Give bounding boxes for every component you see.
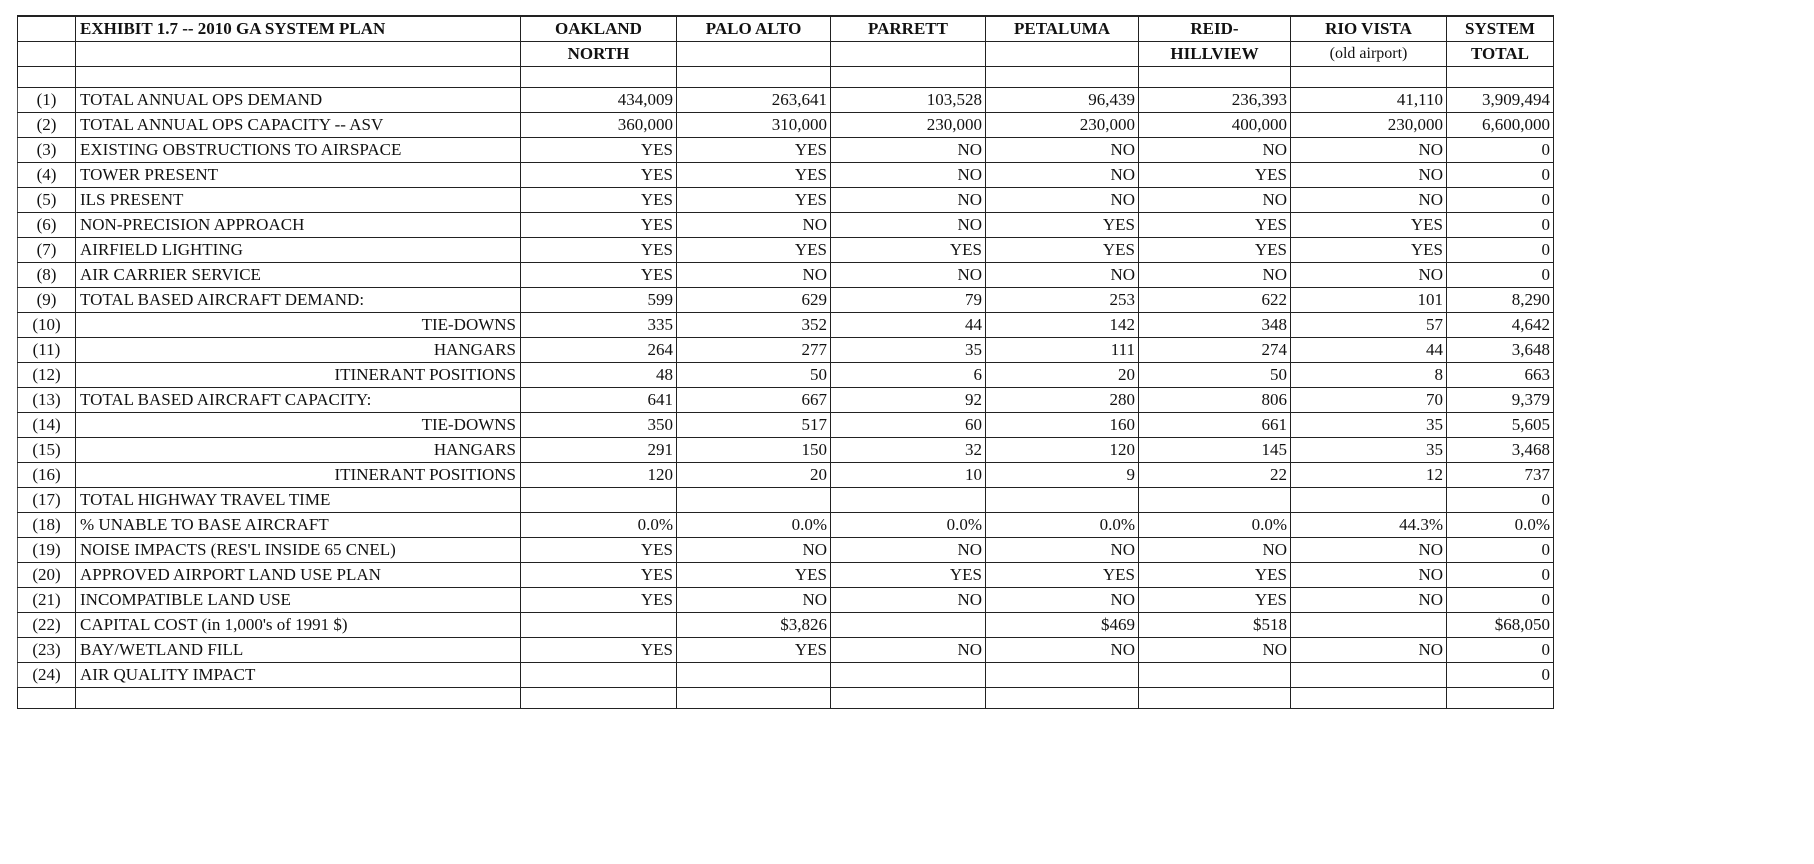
row-label: HANGARS: [76, 438, 521, 463]
value-cell: [831, 613, 986, 638]
value-cell: 629: [677, 288, 831, 313]
row-number: (9): [18, 288, 76, 313]
table-row: [18, 638, 1554, 663]
value-cell: 22: [1139, 463, 1291, 488]
value-cell: NO: [1291, 138, 1447, 163]
table-row: [18, 463, 1554, 488]
column-subheader: TOTAL: [1447, 42, 1554, 67]
column-header: PALO ALTO: [677, 16, 831, 42]
value-cell: YES: [521, 238, 677, 263]
column-subheader: HILLVIEW: [1139, 42, 1291, 67]
row-number: (23): [18, 638, 76, 663]
value-cell: YES: [521, 138, 677, 163]
column-subheader: [831, 42, 986, 67]
value-cell: YES: [521, 588, 677, 613]
value-cell: NO: [831, 588, 986, 613]
value-cell: NO: [677, 538, 831, 563]
value-cell: 434,009: [521, 88, 677, 113]
value-cell: 20: [677, 463, 831, 488]
row-label: % UNABLE TO BASE AIRCRAFT: [76, 513, 521, 538]
column-header: PETALUMA: [986, 16, 1139, 42]
value-cell: [1139, 488, 1291, 513]
empty-cell: [677, 688, 831, 709]
empty-cell: [1291, 67, 1447, 88]
value-cell: YES: [521, 163, 677, 188]
table-row: [18, 313, 1554, 338]
value-cell: [1291, 663, 1447, 688]
blank-row: [18, 67, 1554, 88]
value-cell: 120: [521, 463, 677, 488]
row-number: (11): [18, 338, 76, 363]
row-label: EXISTING OBSTRUCTIONS TO AIRSPACE: [76, 138, 521, 163]
value-cell: NO: [831, 138, 986, 163]
value-cell: YES: [986, 238, 1139, 263]
row-number: (12): [18, 363, 76, 388]
value-cell: YES: [1139, 588, 1291, 613]
value-cell: 230,000: [831, 113, 986, 138]
column-header: OAKLAND: [521, 16, 677, 42]
value-cell: YES: [1139, 213, 1291, 238]
row-label: NON-PRECISION APPROACH: [76, 213, 521, 238]
value-cell: NO: [1291, 163, 1447, 188]
value-cell: 277: [677, 338, 831, 363]
header-num-cell: [18, 42, 76, 67]
row-label: TOTAL ANNUAL OPS CAPACITY -- ASV: [76, 113, 521, 138]
value-cell: YES: [521, 638, 677, 663]
empty-cell: [986, 688, 1139, 709]
value-cell: 0: [1447, 238, 1554, 263]
value-cell: YES: [1139, 238, 1291, 263]
empty-cell: [1447, 688, 1554, 709]
value-cell: NO: [1139, 538, 1291, 563]
value-cell: 737: [1447, 463, 1554, 488]
value-cell: 274: [1139, 338, 1291, 363]
table-row: [18, 188, 1554, 213]
row-number: (19): [18, 538, 76, 563]
empty-cell: [986, 67, 1139, 88]
table-row: [18, 88, 1554, 113]
table-row: [18, 388, 1554, 413]
value-cell: 280: [986, 388, 1139, 413]
value-cell: [677, 488, 831, 513]
value-cell: YES: [1291, 238, 1447, 263]
column-header: REID-: [1139, 16, 1291, 42]
value-cell: NO: [831, 188, 986, 213]
row-number: (24): [18, 663, 76, 688]
value-cell: 253: [986, 288, 1139, 313]
table-row: [18, 263, 1554, 288]
value-cell: 230,000: [1291, 113, 1447, 138]
value-cell: 348: [1139, 313, 1291, 338]
value-cell: 8,290: [1447, 288, 1554, 313]
value-cell: YES: [677, 238, 831, 263]
row-number: (6): [18, 213, 76, 238]
header-label-cell: [76, 42, 521, 67]
value-cell: NO: [1139, 263, 1291, 288]
row-number: (22): [18, 613, 76, 638]
value-cell: 0: [1447, 563, 1554, 588]
value-cell: [986, 488, 1139, 513]
blank-row: [18, 688, 1554, 709]
row-label: TOWER PRESENT: [76, 163, 521, 188]
table-row: [18, 613, 1554, 638]
value-cell: $3,826: [677, 613, 831, 638]
row-label: HANGARS: [76, 338, 521, 363]
value-cell: 0.0%: [521, 513, 677, 538]
row-number: (15): [18, 438, 76, 463]
row-label: AIRFIELD LIGHTING: [76, 238, 521, 263]
value-cell: NO: [986, 263, 1139, 288]
empty-cell: [76, 688, 521, 709]
row-number: (5): [18, 188, 76, 213]
value-cell: $518: [1139, 613, 1291, 638]
value-cell: NO: [677, 263, 831, 288]
row-number: (13): [18, 388, 76, 413]
value-cell: 35: [831, 338, 986, 363]
value-cell: 8: [1291, 363, 1447, 388]
value-cell: 663: [1447, 363, 1554, 388]
row-number: (1): [18, 88, 76, 113]
value-cell: [521, 613, 677, 638]
row-number: (20): [18, 563, 76, 588]
value-cell: 44.3%: [1291, 513, 1447, 538]
value-cell: 3,909,494: [1447, 88, 1554, 113]
table-row: [18, 663, 1554, 688]
value-cell: 150: [677, 438, 831, 463]
value-cell: 0: [1447, 188, 1554, 213]
value-cell: 350: [521, 413, 677, 438]
row-label: APPROVED AIRPORT LAND USE PLAN: [76, 563, 521, 588]
value-cell: 3,648: [1447, 338, 1554, 363]
value-cell: NO: [986, 138, 1139, 163]
value-cell: 641: [521, 388, 677, 413]
value-cell: 0.0%: [831, 513, 986, 538]
value-cell: YES: [677, 638, 831, 663]
value-cell: 517: [677, 413, 831, 438]
value-cell: 236,393: [1139, 88, 1291, 113]
value-cell: YES: [1139, 563, 1291, 588]
empty-cell: [1291, 688, 1447, 709]
table-row: [18, 588, 1554, 613]
value-cell: 400,000: [1139, 113, 1291, 138]
value-cell: NO: [986, 638, 1139, 663]
row-label: ITINERANT POSITIONS: [76, 463, 521, 488]
value-cell: 0.0%: [1447, 513, 1554, 538]
value-cell: 6: [831, 363, 986, 388]
empty-cell: [76, 67, 521, 88]
table-row: [18, 163, 1554, 188]
value-cell: [1291, 613, 1447, 638]
value-cell: 5,605: [1447, 413, 1554, 438]
value-cell: 291: [521, 438, 677, 463]
row-number: (4): [18, 163, 76, 188]
value-cell: 264: [521, 338, 677, 363]
value-cell: 20: [986, 363, 1139, 388]
column-subheader: [677, 42, 831, 67]
value-cell: 3,468: [1447, 438, 1554, 463]
value-cell: [1291, 488, 1447, 513]
row-number: (16): [18, 463, 76, 488]
value-cell: 41,110: [1291, 88, 1447, 113]
table-row: [18, 138, 1554, 163]
column-header: RIO VISTA: [1291, 16, 1447, 42]
value-cell: YES: [521, 213, 677, 238]
table-row: [18, 213, 1554, 238]
value-cell: 50: [677, 363, 831, 388]
value-cell: YES: [521, 188, 677, 213]
row-label: ILS PRESENT: [76, 188, 521, 213]
value-cell: NO: [1291, 263, 1447, 288]
value-cell: $68,050: [1447, 613, 1554, 638]
empty-cell: [521, 67, 677, 88]
value-cell: 92: [831, 388, 986, 413]
value-cell: YES: [677, 188, 831, 213]
exhibit-title: EXHIBIT 1.7 -- 2010 GA SYSTEM PLAN: [76, 16, 521, 42]
row-number: (18): [18, 513, 76, 538]
table-row: [18, 563, 1554, 588]
empty-cell: [831, 67, 986, 88]
value-cell: 806: [1139, 388, 1291, 413]
value-cell: YES: [677, 563, 831, 588]
value-cell: YES: [831, 563, 986, 588]
value-cell: 0: [1447, 538, 1554, 563]
value-cell: 101: [1291, 288, 1447, 313]
row-label: AIR CARRIER SERVICE: [76, 263, 521, 288]
value-cell: YES: [986, 563, 1139, 588]
value-cell: YES: [677, 163, 831, 188]
value-cell: 352: [677, 313, 831, 338]
value-cell: YES: [1291, 213, 1447, 238]
row-number: (7): [18, 238, 76, 263]
value-cell: 360,000: [521, 113, 677, 138]
value-cell: 0: [1447, 213, 1554, 238]
value-cell: 142: [986, 313, 1139, 338]
table-row: [18, 338, 1554, 363]
empty-cell: [521, 688, 677, 709]
row-number: (2): [18, 113, 76, 138]
value-cell: YES: [521, 263, 677, 288]
value-cell: YES: [521, 563, 677, 588]
value-cell: 96,439: [986, 88, 1139, 113]
row-label: NOISE IMPACTS (RES'L INSIDE 65 CNEL): [76, 538, 521, 563]
row-label: TOTAL ANNUAL OPS DEMAND: [76, 88, 521, 113]
value-cell: 0: [1447, 638, 1554, 663]
empty-cell: [831, 688, 986, 709]
row-number: (3): [18, 138, 76, 163]
table-row: [18, 113, 1554, 138]
value-cell: 9,379: [1447, 388, 1554, 413]
value-cell: 0.0%: [986, 513, 1139, 538]
row-label: AIR QUALITY IMPACT: [76, 663, 521, 688]
value-cell: NO: [1139, 138, 1291, 163]
value-cell: [831, 488, 986, 513]
value-cell: NO: [677, 213, 831, 238]
value-cell: 35: [1291, 413, 1447, 438]
table-row: [18, 488, 1554, 513]
value-cell: 263,641: [677, 88, 831, 113]
value-cell: YES: [521, 538, 677, 563]
value-cell: 0: [1447, 163, 1554, 188]
value-cell: NO: [1139, 638, 1291, 663]
value-cell: 145: [1139, 438, 1291, 463]
value-cell: 0: [1447, 488, 1554, 513]
value-cell: 0: [1447, 588, 1554, 613]
value-cell: 4,642: [1447, 313, 1554, 338]
value-cell: 9: [986, 463, 1139, 488]
value-cell: 60: [831, 413, 986, 438]
row-label: TOTAL BASED AIRCRAFT DEMAND:: [76, 288, 521, 313]
row-label: CAPITAL COST (in 1,000's of 1991 $): [76, 613, 521, 638]
column-subheader: (old airport): [1291, 42, 1447, 67]
value-cell: NO: [1291, 563, 1447, 588]
value-cell: NO: [1291, 638, 1447, 663]
value-cell: 230,000: [986, 113, 1139, 138]
value-cell: NO: [986, 163, 1139, 188]
value-cell: 599: [521, 288, 677, 313]
value-cell: 44: [1291, 338, 1447, 363]
value-cell: 120: [986, 438, 1139, 463]
value-cell: NO: [986, 588, 1139, 613]
value-cell: YES: [986, 213, 1139, 238]
table-row: [18, 438, 1554, 463]
value-cell: NO: [831, 213, 986, 238]
value-cell: [986, 663, 1139, 688]
empty-cell: [1139, 67, 1291, 88]
table-row: [18, 538, 1554, 563]
row-label: TOTAL BASED AIRCRAFT CAPACITY:: [76, 388, 521, 413]
value-cell: 622: [1139, 288, 1291, 313]
row-label: INCOMPATIBLE LAND USE: [76, 588, 521, 613]
value-cell: [521, 488, 677, 513]
value-cell: YES: [677, 138, 831, 163]
value-cell: NO: [1291, 538, 1447, 563]
row-number: (8): [18, 263, 76, 288]
header-num-cell: [18, 16, 76, 42]
value-cell: NO: [1291, 188, 1447, 213]
value-cell: 0: [1447, 263, 1554, 288]
value-cell: 0.0%: [677, 513, 831, 538]
value-cell: $469: [986, 613, 1139, 638]
ga-system-plan-table: [17, 15, 1554, 709]
value-cell: 661: [1139, 413, 1291, 438]
empty-cell: [1139, 688, 1291, 709]
value-cell: [1139, 663, 1291, 688]
value-cell: 103,528: [831, 88, 986, 113]
row-number: (21): [18, 588, 76, 613]
row-label: TIE-DOWNS: [76, 413, 521, 438]
value-cell: NO: [831, 638, 986, 663]
row-number: (10): [18, 313, 76, 338]
value-cell: 70: [1291, 388, 1447, 413]
value-cell: 48: [521, 363, 677, 388]
value-cell: 335: [521, 313, 677, 338]
value-cell: 0.0%: [1139, 513, 1291, 538]
value-cell: 0: [1447, 138, 1554, 163]
value-cell: NO: [986, 188, 1139, 213]
header-row-1: [18, 16, 1554, 42]
value-cell: NO: [831, 538, 986, 563]
value-cell: 10: [831, 463, 986, 488]
value-cell: 111: [986, 338, 1139, 363]
value-cell: NO: [986, 538, 1139, 563]
value-cell: 79: [831, 288, 986, 313]
row-label: TIE-DOWNS: [76, 313, 521, 338]
header-row-2: [18, 42, 1554, 67]
value-cell: NO: [1291, 588, 1447, 613]
table-row: [18, 513, 1554, 538]
value-cell: 310,000: [677, 113, 831, 138]
table-row: [18, 288, 1554, 313]
column-header: PARRETT: [831, 16, 986, 42]
value-cell: 6,600,000: [1447, 113, 1554, 138]
row-label: TOTAL HIGHWAY TRAVEL TIME: [76, 488, 521, 513]
empty-cell: [18, 688, 76, 709]
value-cell: [677, 663, 831, 688]
table-row: [18, 363, 1554, 388]
value-cell: 35: [1291, 438, 1447, 463]
value-cell: YES: [831, 238, 986, 263]
column-header: SYSTEM: [1447, 16, 1554, 42]
row-label: BAY/WETLAND FILL: [76, 638, 521, 663]
row-label: ITINERANT POSITIONS: [76, 363, 521, 388]
value-cell: 160: [986, 413, 1139, 438]
value-cell: NO: [831, 263, 986, 288]
row-number: (14): [18, 413, 76, 438]
table-row: [18, 413, 1554, 438]
column-subheader: [986, 42, 1139, 67]
value-cell: 12: [1291, 463, 1447, 488]
value-cell: 57: [1291, 313, 1447, 338]
empty-cell: [677, 67, 831, 88]
value-cell: [831, 663, 986, 688]
value-cell: YES: [1139, 163, 1291, 188]
table-row: [18, 238, 1554, 263]
value-cell: NO: [1139, 188, 1291, 213]
row-number: (17): [18, 488, 76, 513]
value-cell: [521, 663, 677, 688]
value-cell: NO: [677, 588, 831, 613]
value-cell: NO: [831, 163, 986, 188]
value-cell: 32: [831, 438, 986, 463]
value-cell: 667: [677, 388, 831, 413]
empty-cell: [18, 67, 76, 88]
value-cell: 44: [831, 313, 986, 338]
value-cell: 50: [1139, 363, 1291, 388]
column-subheader: NORTH: [521, 42, 677, 67]
value-cell: 0: [1447, 663, 1554, 688]
empty-cell: [1447, 67, 1554, 88]
